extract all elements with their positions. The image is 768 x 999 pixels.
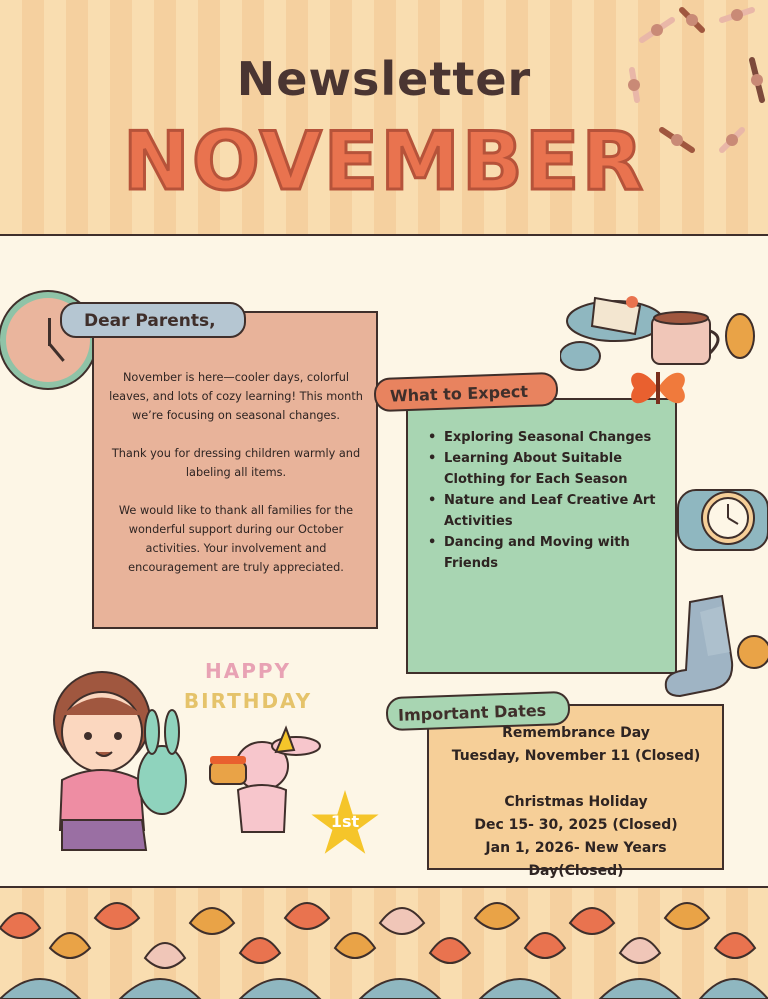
- expect-heading: What to Expect: [373, 372, 558, 412]
- month-title: NOVEMBER: [122, 115, 646, 208]
- list-item: • Dancing and Moving with Friends: [424, 532, 664, 574]
- footer-banner: [0, 886, 768, 999]
- bunny-icon: [206, 722, 336, 852]
- list-item: • Nature and Leaf Creative Art Activities: [424, 490, 664, 532]
- dates-heading: Important Dates: [385, 691, 570, 731]
- parents-paragraph: Thank you for dressing children warmly and labeling all items.: [111, 447, 361, 479]
- date-line: Christmas Holiday: [504, 794, 648, 810]
- list-item: • Learning About Suitable Clothing for Each Season: [424, 448, 664, 490]
- list-item: • Exploring Seasonal Changes: [424, 427, 664, 448]
- expect-list: [424, 427, 664, 574]
- parents-paragraph: We would like to thank all families for the wonderful support during our October activities. Your involvement and encouragement are truly appreciated.: [118, 504, 354, 574]
- parents-heading: Dear Parents,: [60, 302, 246, 338]
- dates-list: [440, 722, 712, 883]
- date-line: Tuesday, November 11 (Closed): [451, 748, 701, 764]
- birthday-line: HAPPY: [204, 659, 291, 683]
- birthday-girl-icon: [22, 660, 202, 860]
- tulip-icon: [0, 888, 768, 999]
- date-line: Remembrance Day: [502, 725, 650, 741]
- newsletter-title: Newsletter: [236, 52, 532, 106]
- date-line: Jan 1, 2026- New Years Day(Closed): [485, 840, 667, 879]
- date-line: Dec 15- 30, 2025 (Closed): [474, 817, 678, 833]
- clock-icon: [674, 476, 768, 556]
- birthday-line: BIRTHDAY: [183, 689, 313, 713]
- butterfly-icon: [622, 358, 694, 418]
- parents-message: [104, 368, 368, 596]
- socks-icon: [660, 592, 768, 702]
- star-label: 1st: [330, 812, 360, 831]
- parents-paragraph: November is here—cooler days, colorful leaves, and lots of cozy learning! This month we’re focusing on seasonal changes.: [109, 371, 363, 422]
- header-banner: [0, 0, 768, 236]
